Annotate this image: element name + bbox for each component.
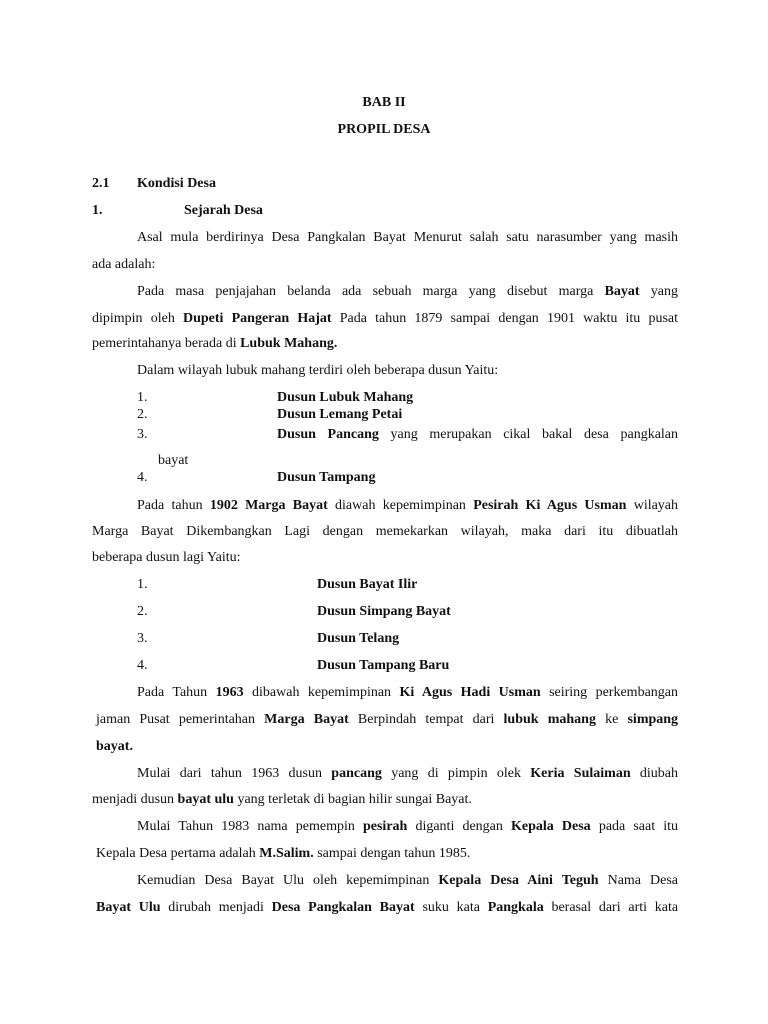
subsection-number: 1. <box>92 203 103 218</box>
list-number: 4. <box>137 470 148 485</box>
bold-term: simpang <box>627 712 679 727</box>
list-number: 2. <box>137 604 148 619</box>
paragraph-text: Pada Tahun <box>137 685 208 700</box>
paragraph-text: Marga Bayat Dikembangkan Lagi dengan memekarkan wilayah, maka dari itu dibuatlah <box>92 524 678 539</box>
subsection-title: Sejarah Desa <box>184 203 263 218</box>
bold-term: Marga Bayat <box>264 712 349 727</box>
paragraph-line <box>137 283 678 301</box>
paragraph-line <box>92 549 678 567</box>
bold-term: Pangkala <box>487 900 544 915</box>
list-number: 1. <box>137 390 148 405</box>
list-number: 2. <box>137 407 148 422</box>
paragraph-text: yang di pimpin olek <box>391 766 521 781</box>
bold-term: Desa Pangkalan Bayat <box>271 900 415 915</box>
list-number: 1. <box>137 577 148 592</box>
bold-term: lubuk mahang <box>503 712 596 727</box>
bold-term: pesirah <box>362 819 408 834</box>
paragraph-text: pemerintahanya berada di <box>92 336 237 351</box>
list-item: Dusun Lemang Petai <box>277 407 403 422</box>
bold-term: Dusun Pancang <box>277 427 379 442</box>
paragraph-text: dibawah kepemimpinan <box>252 685 392 700</box>
bold-term: M.Salim. <box>259 846 314 861</box>
chapter-label: BAB II <box>362 95 406 110</box>
list-item: Dusun Bayat Ilir <box>317 577 418 592</box>
paragraph-text: yang terletak di bagian hilir sungai Bayat. <box>237 792 472 807</box>
paragraph-text: suku kata <box>422 900 480 915</box>
paragraph-text: diawah kepemimpinan <box>335 498 466 513</box>
paragraph-text: Kepala Desa pertama adalah <box>96 846 256 861</box>
paragraph-text: ke <box>605 712 619 727</box>
paragraph-line <box>92 523 678 541</box>
paragraph-line <box>92 310 678 328</box>
list-number: 4. <box>137 658 148 673</box>
paragraph-line <box>137 765 678 783</box>
chapter-title <box>0 121 768 139</box>
paragraph-line <box>137 229 678 247</box>
list-number: 3. <box>137 631 148 646</box>
bold-term: Bayat Ulu <box>96 900 161 915</box>
paragraph-text: Pada masa penjajahan belanda ada sebuah marga yang disebut marga <box>137 284 594 299</box>
paragraph-text: diganti dengan <box>415 819 503 834</box>
paragraph-text: Asal mula berdirinya Desa Pangkalan Bayat Menurut salah satu narasumber yang masih <box>137 230 678 245</box>
paragraph-line <box>137 872 678 890</box>
paragraph-line <box>96 899 678 917</box>
bold-term: pancang <box>331 766 382 781</box>
bold-term: bayat ulu <box>177 792 234 807</box>
list-item: Dusun Telang <box>317 631 400 646</box>
section-title: Kondisi Desa <box>137 176 216 191</box>
bold-term: Keria Sulaiman <box>530 766 631 781</box>
paragraph-line <box>137 818 678 836</box>
paragraph-text: ada adalah: <box>92 257 156 272</box>
paragraph-line <box>96 711 678 729</box>
paragraph-text: menjadi dusun <box>92 792 175 807</box>
paragraph-text: yang <box>650 284 678 299</box>
paragraph-line <box>96 738 678 756</box>
paragraph-text: pada saat itu <box>598 819 679 834</box>
bold-term: Kepala Desa <box>511 819 591 834</box>
section-number: 2.1 <box>92 176 110 191</box>
list-item <box>277 426 678 444</box>
paragraph-text: Mulai Tahun 1983 nama pemempin <box>137 819 355 834</box>
paragraph-text: jaman Pusat pemerintahan <box>96 712 256 727</box>
bold-term: Kepala Desa Aini Teguh <box>438 873 599 888</box>
paragraph-text: sampai dengan tahun 1985. <box>317 846 471 861</box>
bold-term: Pesirah Ki Agus Usman <box>473 498 627 513</box>
list-item: Dusun Tampang Baru <box>317 658 450 673</box>
paragraph-text: Kemudian Desa Bayat Ulu oleh kepemimpinan <box>137 873 430 888</box>
bold-term: 1963 <box>215 685 244 700</box>
paragraph-text: beberapa dusun lagi Yaitu: <box>92 550 241 565</box>
list-item-continuation: bayat <box>158 453 189 468</box>
paragraph-line <box>92 791 678 809</box>
paragraph-text: berasal dari arti kata <box>551 900 679 915</box>
paragraph-text: wilayah <box>633 498 679 513</box>
chapter-heading <box>0 94 768 112</box>
paragraph-line <box>96 845 678 863</box>
paragraph-text: yang merupakan cikal bakal desa pangkalan <box>390 427 679 442</box>
paragraph-text: Dalam wilayah lubuk mahang terdiri oleh beberapa dusun Yaitu: <box>137 363 499 378</box>
paragraph-text: seiring perkembangan <box>549 685 679 700</box>
paragraph-text: dipimpin oleh <box>92 311 175 326</box>
paragraph-line <box>137 497 678 515</box>
paragraph-text: Pada tahun 1879 sampai dengan 1901 waktu itu pusat <box>339 311 678 326</box>
paragraph-line <box>92 335 678 353</box>
list-number: 3. <box>137 427 148 442</box>
list-item: Dusun Simpang Bayat <box>317 604 451 619</box>
paragraph-line <box>137 684 678 702</box>
bold-term: Ki Agus Hadi Usman <box>399 685 541 700</box>
list-item: Dusun Lubuk Mahang <box>277 390 414 405</box>
paragraph-text: Nama Desa <box>607 873 679 888</box>
paragraph-line <box>92 256 678 274</box>
list-item: Dusun Tampang <box>277 470 376 485</box>
paragraph-text: Mulai dari tahun 1963 dusun <box>137 766 322 781</box>
paragraph-text: diubah <box>639 766 679 781</box>
bold-term: Dupeti Pangeran Hajat <box>183 311 332 326</box>
bold-term: Bayat <box>604 284 640 299</box>
chapter-title-text: PROPIL DESA <box>337 122 431 137</box>
bold-term: bayat. <box>96 739 133 754</box>
paragraph-text: Pada tahun <box>137 498 203 513</box>
bold-term: 1902 Marga Bayat <box>209 498 328 513</box>
paragraph-text: Berpindah tempat dari <box>357 712 495 727</box>
paragraph-line <box>137 362 678 380</box>
paragraph-text: dirubah menjadi <box>168 900 264 915</box>
bold-term: Lubuk Mahang. <box>240 336 338 351</box>
